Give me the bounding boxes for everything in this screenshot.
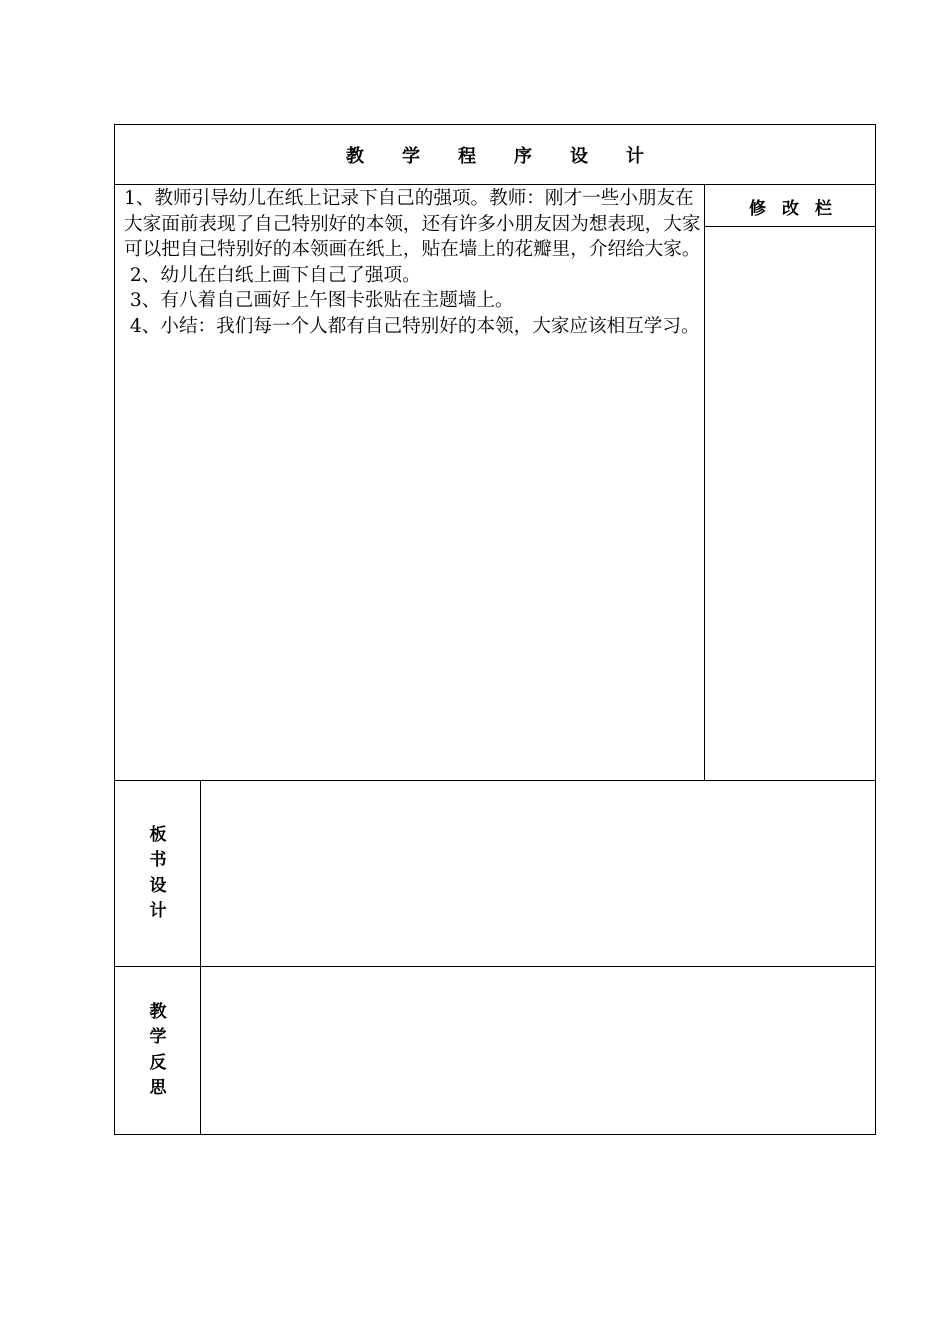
- reflection-label-char: 教: [149, 1001, 167, 1022]
- board-label-char: 设: [149, 875, 167, 896]
- revise-column-body: [705, 227, 875, 780]
- procedure-paragraph: 4、小结：我们每一个人都有自己特别好的本领，大家应该相互学习。: [124, 315, 700, 337]
- revise-column-header: [705, 186, 876, 226]
- procedure-paragraph: 1、教师引导幼儿在纸上记录下自己的强项。教师：刚才一些小朋友在大家面前表现了自己特别好的本领，还有许多小朋友因为想表现，大家可以把自己特别好的本领画在纸上，贴在墙上的花瓣里，介绍给大家。: [124, 188, 701, 260]
- lesson-procedure-text: [124, 186, 702, 339]
- teaching-reflection-label: [115, 967, 201, 1134]
- board-label-char: 板: [149, 824, 167, 845]
- title-char: 序: [514, 145, 532, 167]
- procedure-paragraph: 2、幼儿在白纸上画下自己了强项。: [124, 264, 421, 286]
- revise-header-char: 改: [782, 198, 799, 219]
- title-char: 计: [626, 145, 644, 167]
- table-title: [114, 124, 876, 185]
- title-char: 学: [402, 145, 420, 167]
- revise-header-char: 修: [749, 198, 766, 219]
- title-char: 程: [458, 145, 476, 167]
- reflection-label-char: 思: [149, 1078, 167, 1098]
- reflection-label-char: 反: [149, 1052, 167, 1073]
- revise-header-char: 栏: [815, 198, 832, 219]
- teaching-reflection-content: [201, 967, 875, 1134]
- board-label-char: 计: [149, 901, 167, 921]
- title-char: 设: [570, 145, 588, 167]
- title-char: 教: [346, 145, 364, 167]
- board-design-content: [201, 781, 875, 966]
- procedure-paragraph: 3、有八着自己画好上午图卡张贴在主题墙上。: [124, 290, 514, 311]
- board-label-char: 书: [149, 850, 167, 870]
- board-design-label: [115, 781, 201, 966]
- reflection-label-char: 学: [149, 1027, 167, 1047]
